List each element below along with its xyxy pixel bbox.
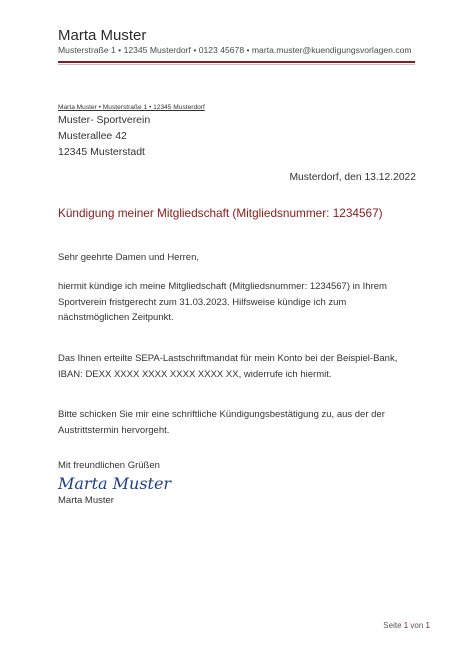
sender-name: Marta Muster: [58, 27, 147, 44]
page-of-label: von: [408, 621, 426, 630]
page-total: 1: [425, 621, 430, 630]
date-line: Musterdorf, den 13.12.2022: [289, 172, 416, 183]
recipient-line-1: Muster- Sportverein: [58, 114, 151, 126]
page-label: Seite: [383, 621, 404, 630]
handwritten-signature: Marta Muster: [58, 474, 172, 493]
sender-contact-line: Musterstraße 1 • 12345 Musterdorf • 0123 45678 • marta.muster@kuendigungsvorlagen.com: [58, 45, 412, 55]
recipient-line-2: Musterallee 42: [58, 130, 127, 142]
subject-line: Kündigung meiner Mitgliedschaft (Mitgliedsnummer: 1234567): [58, 206, 383, 220]
page-current: 1: [403, 621, 409, 630]
return-address: Marta Muster • Musterstraße 1 • 12345 Musterdorf: [58, 104, 205, 111]
header-divider: [58, 61, 415, 63]
header-divider-light: [58, 64, 415, 65]
page-number: [383, 621, 430, 630]
closing: Mit freundlichen Grüßen: [58, 460, 160, 471]
recipient-address: [58, 112, 150, 160]
salutation: Sehr geehrte Damen und Herren,: [58, 252, 199, 263]
paragraph-1: hiermit kündige ich meine Mitgliedschaft (Mitgliedsnummer: 1234567) in Ihrem Sportverein fristgerecht zum 31.03.2023. Hilfsweise kündige ich zum nächstmöglichen Zeitpunkt.: [58, 281, 387, 323]
paragraph-3: Bitte schicken Sie mir eine schriftliche Kündigungsbestätigung zu, aus der der Austrittstermin hervorgeht.: [58, 409, 385, 436]
signature-printed-name: Marta Muster: [58, 495, 114, 506]
recipient-line-3: 12345 Musterstadt: [58, 146, 145, 158]
paragraph-2: Das Ihnen erteilte SEPA-Lastschriftmandat für mein Konto bei der Beispiel-Bank, IBAN: DEXX XXXX XXXX XXXX XXXX XX, widerrufe ich hiermit.: [58, 353, 398, 380]
